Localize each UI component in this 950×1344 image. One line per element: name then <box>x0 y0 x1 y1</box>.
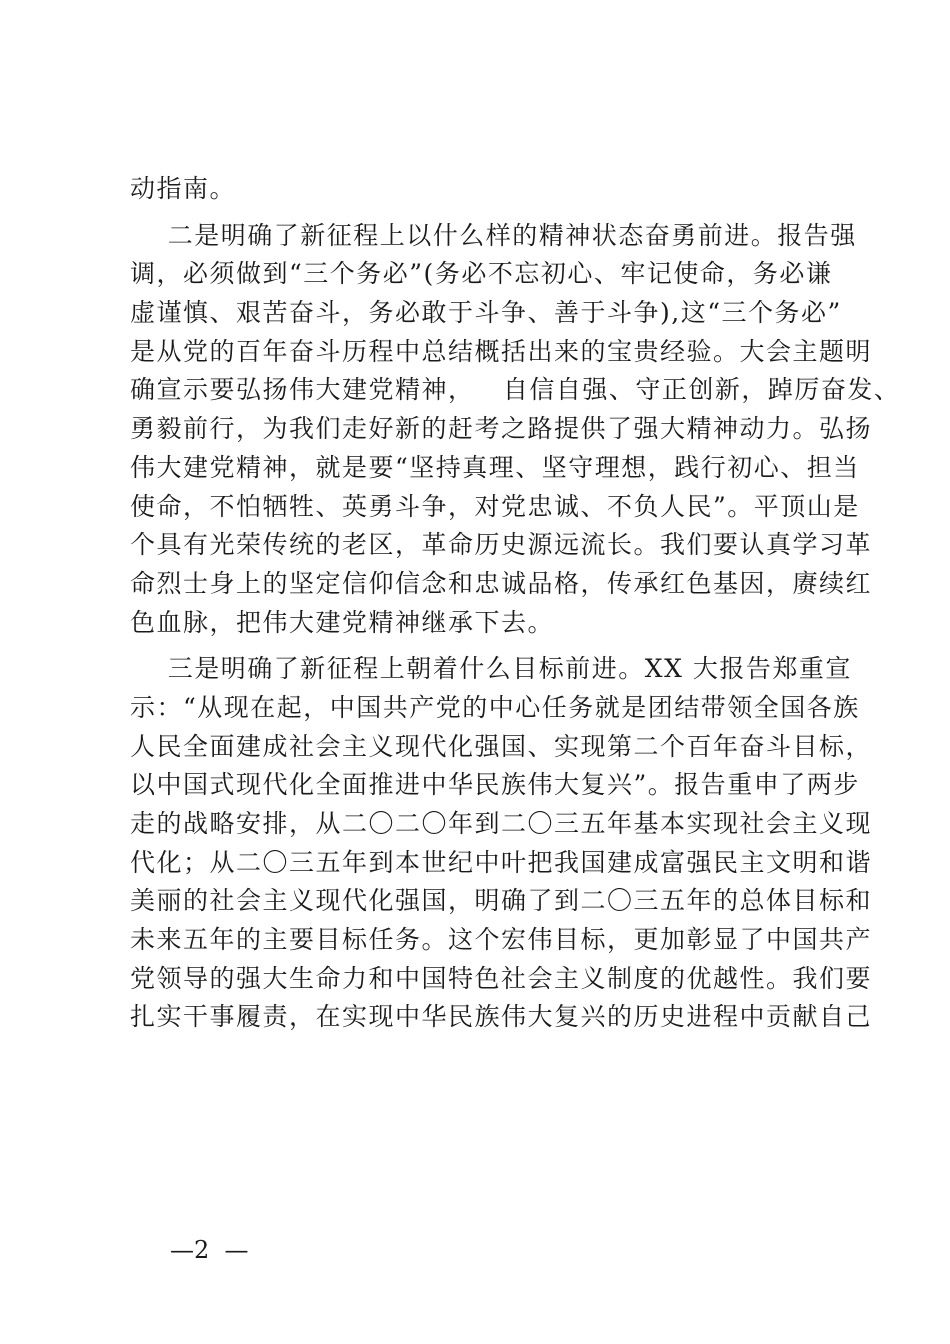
text-line: 调，必须做到“三个务必”(务必不忘初心、牢记使命，务必谦 <box>130 259 833 289</box>
text-line: 三是明确了新征程上朝着什么目标前进。XX 大报告郑重宣 <box>130 654 852 684</box>
text-line: 动指南。 <box>130 174 237 203</box>
page-number: —2 — <box>170 1236 249 1264</box>
paragraph-spirit <box>130 217 901 643</box>
text-line: 色血脉，把伟大建党精神继承下去。 <box>130 607 555 637</box>
text-line: 美丽的社会主义现代化强国，明确了到二〇三五年的总体目标和 <box>130 886 873 916</box>
text-line: 勇毅前行，为我们走好新的赶考之路提供了强大精神动力。弘扬 <box>130 414 873 444</box>
text-line: 以中国式现代化全面推进中华民族伟大复兴”。报告重申了两步 <box>130 770 860 800</box>
paragraph-continuation <box>130 170 842 209</box>
body-text <box>130 170 901 1045</box>
text-line: 走的战略安排，从二〇二〇年到二〇三五年基本实现社会主义现 <box>130 809 873 838</box>
text-line: 个具有光荣传统的老区，革命历史源远流长。我们要认真学习革 <box>130 530 873 560</box>
text-line: 扎实干事履责，在实现中华民族伟大复兴的历史进程中贡献自己 <box>130 1002 873 1032</box>
text-line: 二是明确了新征程上以什么样的精神状态奋勇前进。报告强 <box>130 220 857 250</box>
text-line: 人民全面建成社会主义现代化强国、实现第二个百年奋斗目标， <box>130 731 873 761</box>
text-line: 未来五年的主要目标任务。这个宏伟目标，更加彰显了中国共产 <box>130 925 873 955</box>
text-line: 代化；从二〇三五年到本世纪中叶把我国建成富强民主文明和谐 <box>130 847 873 877</box>
text-line: 党领导的强大生命力和中国特色社会主义制度的优越性。我们要 <box>130 963 873 993</box>
text-line: 确宣示要弘扬伟大建党精神， 自信自强、守正创新，踔厉奋发、 <box>130 375 901 405</box>
text-line: 命烈士身上的坚定信仰信念和忠诚品格，传承红色基因，赓续红 <box>130 568 873 598</box>
text-line: 伟大建党精神，就是要“坚持真理、坚守理想，践行初心、担当 <box>130 452 860 482</box>
text-line: 是从党的百年奋斗历程中总结概括出来的宝贵经验。大会主题明 <box>130 336 873 366</box>
text-line: 使命，不怕牺牲、英勇斗争，对党忠诚、不负人民”。平顶山是 <box>130 491 860 521</box>
paragraph-goal <box>130 650 873 1037</box>
text-line: 示：“从现在起，中国共产党的中心任务就是团结带领全国各族 <box>130 692 860 722</box>
text-line: 虚谨慎、艰苦奋斗，务必敢于斗争、善于斗争),这“三个务必” <box>130 298 842 328</box>
